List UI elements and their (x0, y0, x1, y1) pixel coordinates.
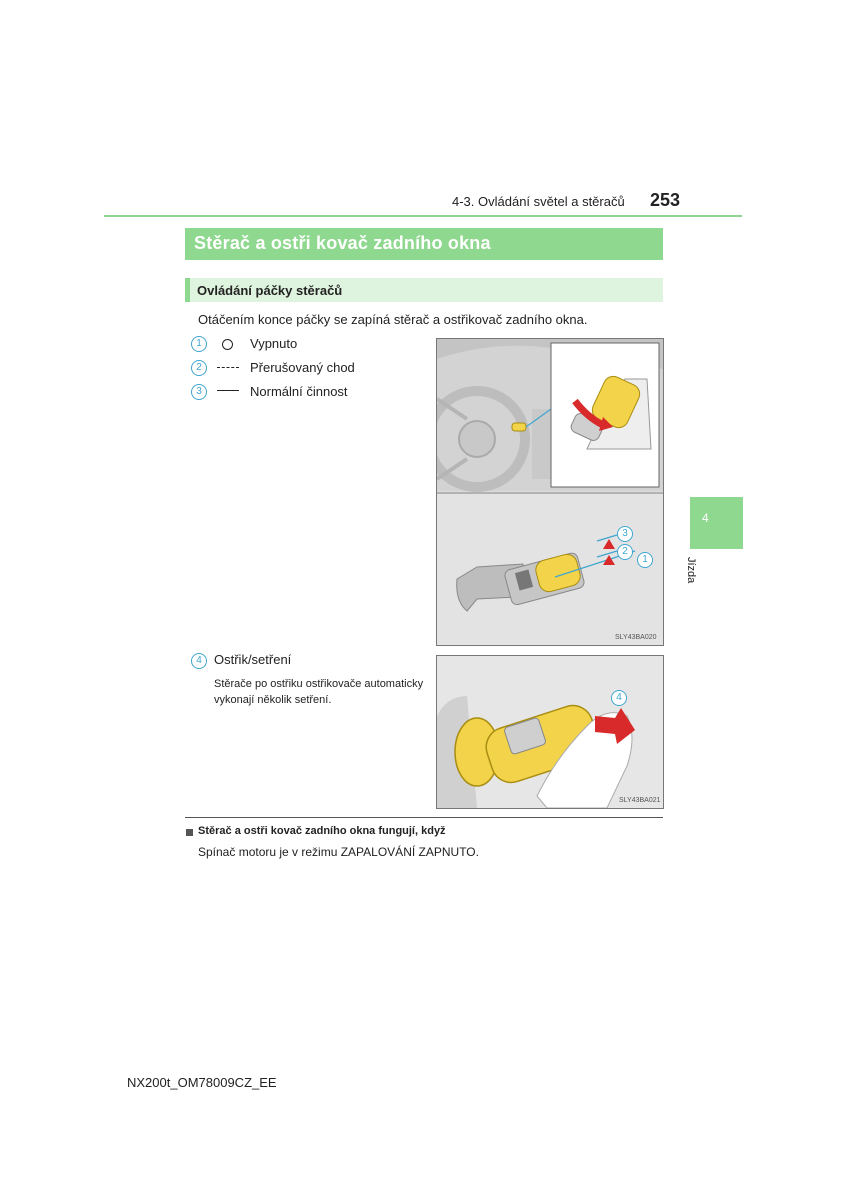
section-subtitle: Ovládání páčky stěračů (197, 283, 343, 298)
intermittent-dashed-icon (217, 367, 239, 368)
washer-lever-illustration (436, 655, 664, 809)
item4-label: Ostřik/setření (214, 652, 292, 667)
legend-number-2: 2 (191, 360, 207, 376)
normal-solid-line-icon (217, 390, 239, 391)
legend-label-off: Vypnuto (250, 336, 298, 351)
legend-number-3: 3 (191, 384, 207, 400)
off-position-icon (222, 339, 233, 350)
wiper-lever-illustration (436, 338, 664, 646)
wiper-lever-illustration-svg (437, 339, 663, 645)
chapter-tab-number: 4 (702, 511, 709, 525)
image-callout-2: 2 (617, 544, 633, 560)
note-text: Spínač motoru je v režimu ZAPALOVÁNÍ ZAPNUTO. (198, 845, 479, 859)
note-title: Stěrač a ostři kovač zadního okna fungují, když (198, 825, 446, 837)
chapter-tab (690, 497, 743, 549)
image-callout-3: 3 (617, 526, 633, 542)
legend-label-normal: Normální činnost (250, 384, 348, 399)
image-callout-1: 1 (637, 552, 653, 568)
image-code-2: SLY43BA021 (619, 797, 661, 804)
page-title: Stěrač a ostři kovač zadního okna (194, 233, 491, 253)
image-callout-4: 4 (611, 690, 627, 706)
legend-label-intermittent: Přerušovaný chod (250, 360, 355, 375)
subtitle-accent-bar (185, 278, 190, 302)
section-divider (185, 817, 663, 818)
legend-number-1: 1 (191, 336, 207, 352)
item4-description: Stěrače po ostřiku ostřikovače automaticky vykonají několik setření. (214, 678, 424, 706)
legend-number-4: 4 (191, 653, 207, 669)
washer-lever-illustration-svg (437, 656, 663, 808)
header-rule (104, 215, 742, 217)
note-bullet-icon (186, 829, 193, 836)
chapter-tab-label: Jízda (685, 557, 697, 584)
image-code-1: SLY43BA020 (615, 634, 657, 641)
header-section-title: 4-3. Ovládání světel a stěračů (452, 194, 625, 209)
page-number: 253 (650, 190, 681, 210)
intro-paragraph: Otáčením konce páčky se zapíná stěrač a ostřikovač zadního okna. (198, 312, 588, 327)
footer-document-code: NX200t_OM78009CZ_EE (127, 1075, 277, 1090)
